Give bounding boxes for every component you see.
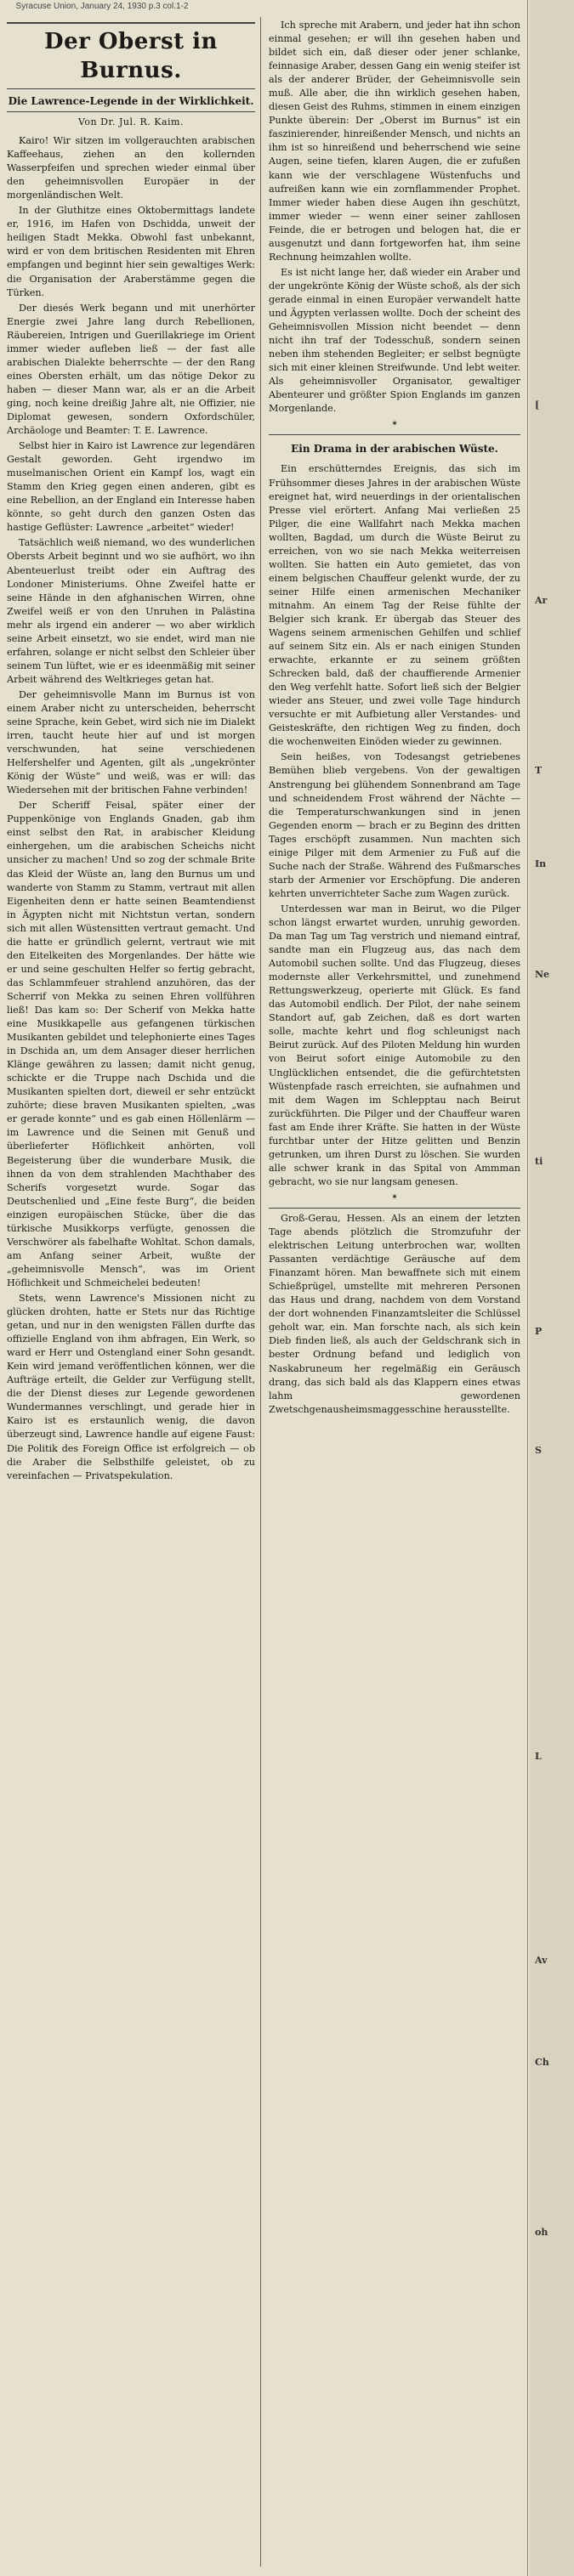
article-paragraph: Tatsächlich weiß niemand, wo des wunderlichen Obersts Arbeit beginnt und wo sie aufhört, wo ihn Abenteuerlust treibt oder ein Auftrag des Londoner Ministeriums. Ohne Zweifel hatte er seine Hände in den afghanischen Wirren, ohne Zweifel weiß er von den Unruhen in Palästina mehr als irgend ein anderer — wo aber wirklich seine Arbeit einsetzt, wo sie endet, wird man nie erfahren, solange er nicht selbst den Schleier über seinem Tun lüftet, wie er es ideenmäßig mit seiner Arbeit während des Weltkrieges getan hat. bbox=[7, 537, 255, 685]
edge-text-fragment: P bbox=[535, 1326, 543, 1337]
right-article-body bbox=[269, 19, 520, 416]
article-paragraph: Der Scheriff Feisal, später einer der Puppenkönige von Englands Gnaden, gab ihm einst selbst den Rat, in arabischer Kleidung einhergehen, um die arabischen Scheichs nicht unsicher zu machen! Und so zog der schmale Brite das Kleid der Wüste an, lang den Burnus um und wanderte von Stamm zu Stamm, vertraut mit allen Eigenheiten denn er hatte seinen Beamtendienst in Ägypten nicht mit Nichtstun vertan, sondern sich mit allen Wüstensitten vertraut gemacht. Und die hatte er gründlich gelernt, vertraut wie mit den Eitelkeiten des Morgenlandes. Der hätte wie er und seine geschulten Helfer so fertig gebracht, das Schlammfeuer strahlend anzuhören, das der Scherrif von Mekka zu seinen Ehren vollführen ließ! Das kam so: Der Scherif von Mekka hatte eine Musikkapelle aus gefangenen türkischen Musikanten gebildet und telephonierte eines Tages in Dschida an, um dem Ansager dieser herrlichen Klänge gewähren zu lassen; damit nicht genug, schickte er die Truppe nach Dschida und die Musikanten spielten dort, dieweil er sehr entzückt zuhörte; diese braven Musikanten spielten, „was er gerade konnte“ und es gab einen Höllenlärm — im Lawrence und die Seinen mit Genuß und überlieferter Höflichkeit anhörten, voll Begeisterung über die wunderbare Musik, die ihnen da von dem strahlenden Machthaber des Scherifs vorgesetzt wurde. Sogar das Deutschenlied und „Eine feste Burg“, die beiden einzigen europäischen Stücke, über die das türkische Musikkorps verfügte, genossen die Verschwörer als fabelhafte Wohltat. Schon damals, am Anfang seiner Arbeit, wußte der „geheimnisvolle Mensch“, was im Orient Höflichkeit und Schmeichelei bedeuten! bbox=[7, 800, 255, 1288]
right-column bbox=[269, 19, 520, 1418]
third-article-body bbox=[269, 1212, 520, 1417]
edge-text-fragment: [ bbox=[535, 399, 540, 410]
article-end-mark: ✶ bbox=[391, 420, 398, 429]
edge-text-fragment: Av bbox=[535, 1955, 548, 1966]
article-paragraph: Ich spreche mit Arabern, und jeder hat ihn schon einmal gesehen; er will ihn gesehen haben und bildet sich ein, daß dieser oder jener schlanke, feinnasige Araber, dessen Gang ein wenig steifer ist als der anderer Brüder, der Geheimnisvolle sein muß. Alle aber, die ihn wirklich gesehen haben, diesen Geist des Ruhms, stimmen in einem einzigen Punkte überein: Der „Oberst im Burnus“ ist ein faszinierender, hinreißender Mensch, und nichts an ihm ist so hinreißend und beherrschend wie seine Augen, seine tiefen, klaren Augen, die er zufußen kann wie der verschlagene Wüstenfuchs und aufreißen kann wie ein zornflammender Prophet. Immer wieder haben diese Augen ihn geschützt, immer wieder — wenn einer seiner zahllosen Feinde, die er betrogen und belogen hat, die er ausgenutzt und dann fortgeworfen hat, ihm seine Rechnung heimzahlen wollte. bbox=[269, 20, 520, 263]
subheadline: Die Lawrence-Legende in der Wirklichkeit. bbox=[8, 95, 254, 107]
section-rule-1 bbox=[269, 434, 520, 435]
source-caption: Syracuse Union, January 24, 1930 p.3 col.1-2 bbox=[15, 2, 189, 11]
edge-text-fragment: Ch bbox=[535, 2057, 549, 2068]
top-rule bbox=[7, 22, 255, 24]
headline-rule bbox=[7, 88, 255, 89]
second-article-title: Ein Drama in der arabischen Wüste. bbox=[291, 443, 498, 456]
section-rule-2 bbox=[269, 1208, 520, 1209]
column-rule bbox=[260, 17, 261, 2567]
third-article-paragraph: Groß-Gerau, Hessen. Als an einem der letzten Tage abends plötzlich die Stromzufuhr der elektrischen Leitung unterbrochen war, wollten Passanten verdächtige Geräusche auf dem Finanzamt hören. Man bewaffnete sich mit einem Schießprügel, umstellte mit mehreren Personen das Haus und drang, nachdem von dem Vorstand der dort wohnenden Finanzamtsleiter die Schlüssel geholt war, ein. Man forschte nach, als sich kein Dieb finden ließ, als auch der Geldschrank sich in bester Ordnung befand und lediglich von Naskabruneum her regelmäßig ein Geräusch drang, das sich bald als das Klappern eines etwas lahm gewordenen Zwetschgenausheimsmaggesschine herausstellte. bbox=[269, 1212, 520, 1415]
left-article-body bbox=[7, 134, 255, 1483]
subhead-rule bbox=[7, 111, 255, 112]
headline: Der Oberst in Burnus. bbox=[44, 29, 218, 83]
edge-text-fragment: Ne bbox=[535, 969, 550, 980]
article-paragraph: In der Gluthitze eines Oktobermittags landete er, 1916, im Hafen von Dschidda, unweit der heiligen Stadt Mekka. Obwohl fast unbekannt, wird er von dem britischen Residenten mit Ehren empfangen und beginnt hier sein gewaltiges Werk: die Organisation der Araberstämme gegen die Türken. bbox=[7, 205, 255, 298]
edge-text-fragment: oh bbox=[535, 2227, 548, 2238]
adjacent-column-fragment bbox=[530, 0, 574, 2576]
left-column bbox=[7, 19, 255, 1485]
page-edge-rule bbox=[527, 0, 528, 2576]
article-paragraph: Stets, wenn Lawrence's Missionen nicht zu glücken drohten, hatte er Stets nur das Richtige getan, und nur in den wenigsten Fällen durfte das offizielle England von ihm abfragen, Ein Werk, so ward er Herr und Ostengland einer Sohn gesandt. Kein wird jemand veröffentlichen können, wer die Aufträge erteilt, die Gelder zur Verfügung stellt, die der Dienst dieses zur Legende gewordenen Wundermannes verschlingt, und gerade hier in Kairo ist es erstaunlich wenig, die davon überzeugt sind, Lawrence handle auf eigene Faust: Die Politik des Foreign Office ist erfolgreich — ob die Araber die Selbsthilfe geleistet, ob zu vereinfachen — Privatspekulation. bbox=[7, 1292, 255, 1481]
edge-text-fragment: In bbox=[535, 858, 547, 869]
edge-text-fragment: ti bbox=[535, 1156, 543, 1167]
article-paragraph: Der diesés Werk begann und mit unerhörter Energie zwei Jahre lang durch Rebellionen, Räubereien, Intrigen und Guerillakriege im Orient immer wieder aufleben ließ — der fast alle arabischen Dialekte beherrschte — der den Rang eines Obersten erhält, um das nötige Dekor zu haben — dieser Mann war, als er an die Arbeit ging, noch keine dreißig Jahre alt, nie Offizier, nie Diplomat gewesen, sondern Oxfordschüler, Archäologe und Beamter: T. E. Lawrence. bbox=[7, 302, 255, 437]
second-article-paragraph: Ein erschütterndes Ereignis, das sich im Frühsommer dieses Jahres in der arabischen Wüste ereignet hat, wird neuerdings in der orientalischen Presse viel erörtert. Anfang Mai verließen 25 Pilger, die eine Wallfahrt nach Mekka machen wollten, Bagdad, um durch die Wüste Beirut zu erreichen, von wo sie nach Mekka weiterreisen wollten. Sie hatten ein Auto gemietet, das von einem belgischen Chauffeur gelenkt wurde, der zu seiner Hilfe einen armenischen Mechaniker mitnahm. An einem Tag der Reise fühlte der Belgier sich krank. Er übergab das Steuer des Wagens seinem armenischen Gehilfen und schlief auf seinem Sitz ein. Als er nach einigen Stunden erwachte, erkannte er zu seinem größten Schrecken bald, daß der chauffierende Armenier den Weg verfehlt hatte. Sofort ließ sich der Belgier wieder ans Steuer, und zwei volle Tage hindurch versuchte er mit Aufbietung aller Verstandes- und Geisteskräfte, den richtigen Weg zu finden, doch die wochenweiten Einöden wieder zu gewinnen. bbox=[269, 463, 520, 748]
edge-text-fragment: T bbox=[535, 765, 543, 776]
byline: Von Dr. Jul. R. Kaim. bbox=[77, 116, 184, 127]
article-paragraph: Der geheimnisvolle Mann im Burnus ist von einem Araber nicht zu unterscheiden, beherrscht seine Sprache, kein Gebet, wird sich nie im Dialekt irren, taucht heute hier auf und ist morgen verschwunden, hat seine verschiedenen Helfershelfer und Agenten, gilt als „ungekrönter König der Wüste“ und weiß, was er will: das Wiedersehen mit der britischen Fahne verbinden! bbox=[7, 688, 255, 796]
article-paragraph: Selbst hier in Kairo ist Lawrence zur legendären Gestalt geworden. Geht irgendwo im muselmanischen Orient ein Kampf los, wagt ein Stamm den Krieg gegen einen anderen, gibt es eine Rebellion, an der England ein Interesse haben könnte, so geht durch den ganzen Osten das hastige Geflüster: Lawrence „arbeitet“ wieder! bbox=[7, 440, 255, 534]
edge-text-fragment: Ar bbox=[535, 595, 548, 606]
article-paragraph: Kairo! Wir sitzen im vollgerauchten arabischen Kaffeehaus, ziehen an den kollernden Wasserpfeifen und sprechen wieder einmal über den geheimnisvollen Europäer in der morgenländischen Welt. bbox=[7, 135, 255, 201]
second-article-paragraph: Sein heißes, von Todesangst getriebenes Bemühen blieb vergebens. Von der gewaltigen Anstrengung bei glühendem Sonnenbrand am Tage und schneidendem Frost während der Nächte — die Temperaturschwankungen sind in jenen Gegenden enorm — brach er zu Beginn des dritten Tages erschöpft zusammen. Nun machten sich einige Pilger mit dem Armenier zu Fuß auf die Suche nach der Straße. Während des Fußmarsches starb der Armenier vor Erschöpfung. Die anderen kehrten unverrichteter Sache zum Wagen zurück. bbox=[269, 751, 520, 899]
article-paragraph: Es ist nicht lange her, daß wieder ein Araber und der ungekrönte König der Wüste schoß, als der sich gerade einmal in einen Europäer verwandelt hatte und Ägypten verlassen wollte. Doch der scheint des Geheimnisvollen Mission nicht beendet — denn nicht ihn traf der Todesschuß, sondern seinen neben ihm stehenden Begleiter; er selbst begnügte sich mit einer kleinen Streifwunde. Und lebt weiter. Als geheimnisvoller Organisator, gewaltiger Abenteurer und größter Spion Englands im ganzen Morgenlande. bbox=[269, 266, 520, 415]
edge-text-fragment: S bbox=[535, 1445, 542, 1456]
edge-text-fragment: L bbox=[535, 1751, 542, 1762]
second-article-paragraph: Unterdessen war man in Beirut, wo die Pilger schon längst erwartet wurden, unruhig geworden. Da man Tag um Tag verstrich und niemand eintraf, sandte man ein Flugzeug aus, das nach dem Automobil suchen sollte. Und das Flugzeug, dieses modernste aller Verkehrsmittel, und zunehmend Rettungswerkzeug, operierte mit Glück. Es fand das Automobil endlich. Der Pilot, der nahe seinem Standort auf, gab Zeichen, daß es dort warten solle, machte kehrt und flog schleunigst nach Beirut zurück. Auf des Piloten Meldung hin wurden von Beirut sofort einige Automobile zu den Unglücklichen entsendet, die die gefürchtetsten Wüstenpfade rasch erreichten, sie aufnahmen und mit dem Wagen im Schlepptau nach Beirut zurückführten. Die Pilger und der Chauffeur waren fast am Ende ihrer Kräfte. Sie hatten in der Wüste furchtbar unter der Hitze gelitten und Benzin getrunken, um ihren Durst zu löschen. Sie wurden alle schwer krank in das Spital von Ammman gebracht, wo sie nur langsam genesen. bbox=[269, 903, 520, 1187]
second-article-end-mark: ✶ bbox=[391, 1192, 398, 1202]
second-article-body bbox=[269, 462, 520, 1188]
